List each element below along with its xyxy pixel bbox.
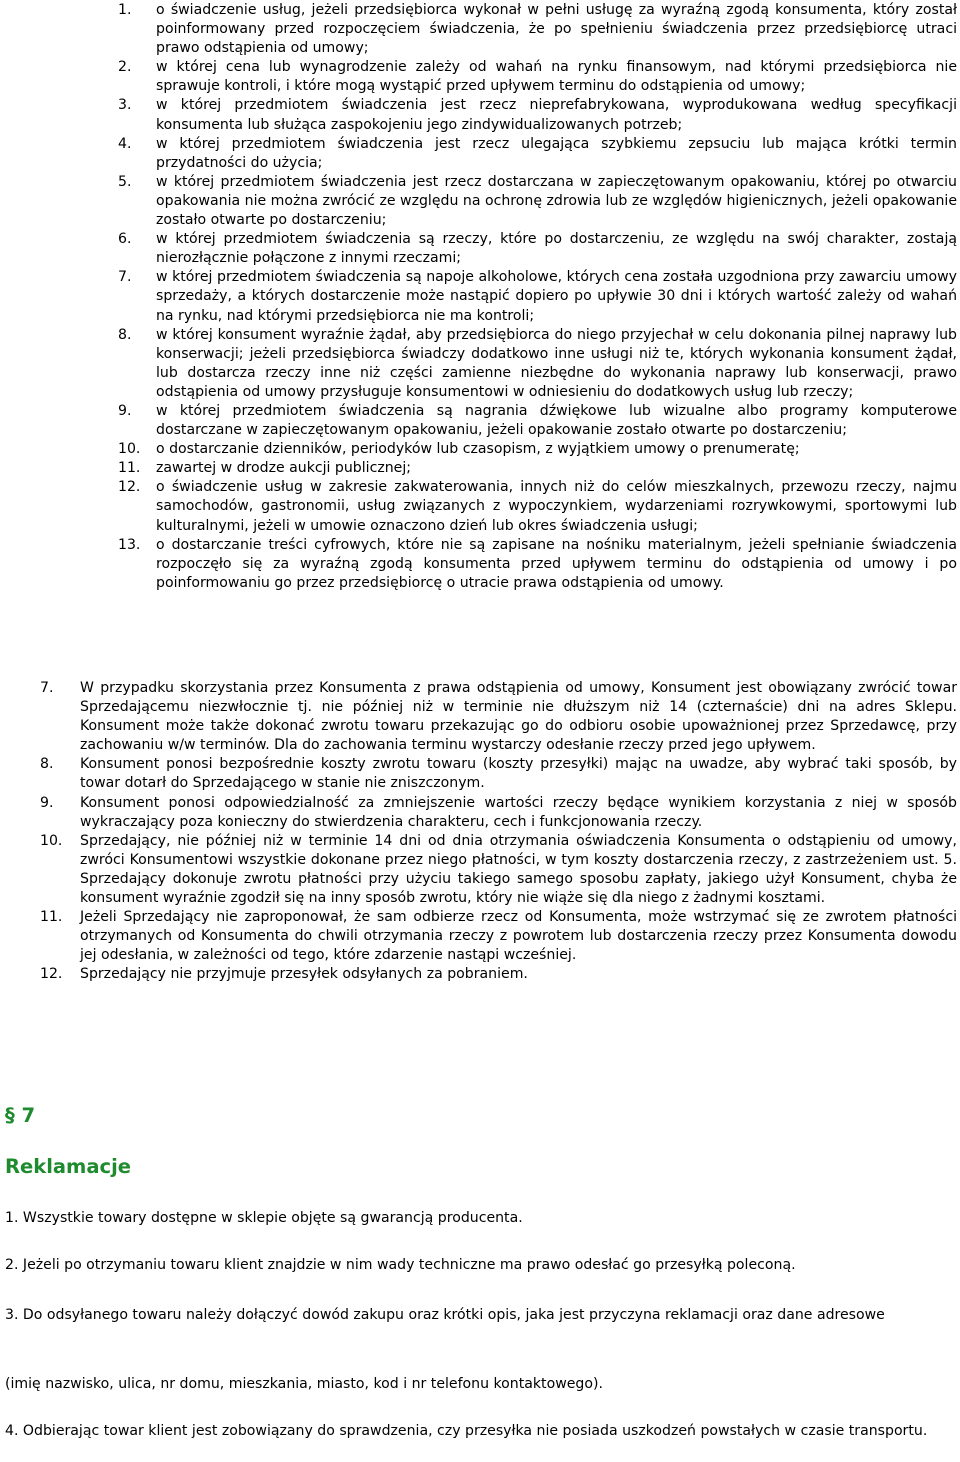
list-item [40,679,957,755]
list-item [40,794,957,832]
list-item [118,536,957,593]
list-item [118,326,957,402]
item-text: o świadczenie usług, jeżeli przedsiębiorca wykonał w pełni usługę za wyraźną zgodą konsumenta, który został poinformowany przed rozpoczęciem świadczenia, że po spełnieniu świadczenia przez przedsiębiorcę utraci prawo odstąpienia od umowy; [156,2,957,57]
list-item [118,173,957,230]
item-number: 7. [40,680,54,696]
item-text: Sprzedający, nie później niż w terminie 14 dni od dnia otrzymania oświadczenia Konsumenta o odstąpieniu od umowy, zwróci Konsumentowi wszystkie dokonane przez niego płatności, w tym koszty dostarczenia rzeczy, z zastrzeżeniem ust. 5. Sprzedający dokonuje zwrotu płatności przy użyciu takiego samego sposobu zapłaty, jakiego użył Konsument, chyba że konsument wyraźnie zgodził się na inny sposób zwrotu, który nie wiąże się dla niego z żadnymi kosztami. [80,832,957,907]
item-text: Konsument ponosi odpowiedzialność za zmniejszenie wartości rzeczy będące wynikiem korzystania z niej w sposób wykraczający poza konieczny do stwierdzenia charakteru, cech i funkcjonowania rzeczy. [80,794,957,830]
list-item [118,230,957,268]
item-number: 8. [118,326,132,343]
item-text: w której przedmiotem świadczenia są rzeczy, które po dostarczeniu, ze względu na swój charakter, zostają nierozłącznie połączone z innymi rzeczami; [156,231,957,267]
item-number: 12. [118,479,141,496]
paragraph: 3. Do odsyłanego towaru należy dołączyć dowód zakupu oraz krótki opis, jaka jest przyczyna reklamacji oraz dane adresowe [5,1307,885,1323]
list-item [118,459,957,478]
list-item [40,908,957,965]
item-text: Sprzedający nie przyjmuje przesyłek odsyłanych za pobraniem. [80,966,528,983]
item-number: 3. [118,97,132,114]
item-text: o dostarczanie dzienników, periodyków lub czasopism, z wyjątkiem umowy o prenumeratę; [156,441,800,458]
list-item [118,440,957,459]
list-item [40,832,957,908]
section-number: § 7 [5,1104,36,1127]
paragraph: 2. Jeżeli po otrzymaniu towaru klient znajdzie w nim wady techniczne ma prawo odesłać go przesyłką poleconą. [5,1257,796,1273]
list-item [40,755,957,793]
item-number: 7. [118,269,132,286]
item-number: 5. [118,173,132,190]
item-number: 13. [118,536,141,553]
item-number: 11. [40,909,63,926]
item-number: 2. [118,59,132,76]
list-item [118,268,957,325]
item-number: 10. [40,832,63,849]
paragraph: (imię nazwisko, ulica, nr domu, mieszkania, miasto, kod i nr telefonu kontaktowego). [5,1376,603,1392]
section-title: Reklamacje [5,1155,131,1178]
paragraph: 1. Wszystkie towary dostępne w sklepie objęte są gwarancją producenta. [5,1210,523,1226]
item-text: o dostarczanie treści cyfrowych, które nie są zapisane na nośniku materialnym, jeżeli spełnianie świadczenia rozpoczęło się za wyraźną zgodą konsumenta przed upływem terminu do odstąpienia od umowy i po poinformowaniu go przez przedsiębiorcę o utracie prawa odstąpienia od umowy. [156,536,957,591]
paragraph: 4. Odbierając towar klient jest zobowiązany do sprawdzenia, czy przesyłka nie posiada uszkodzeń powstałych w czasie transportu. [5,1423,928,1439]
withdrawal-rules-list [40,679,957,985]
item-text: w której przedmiotem świadczenia jest rzecz nieprefabrykowana, wyprodukowana według specyfikacji konsumenta lub służąca zaspokojeniu jego zindywidualizowanych potrzeb; [156,97,957,133]
item-text: Konsument ponosi bezpośrednie koszty zwrotu towaru (koszty przesyłki) mając na uwadze, aby wybrać taki sposób, by towar dotarł do Sprzedającego w stanie nie zniszczonym. [80,756,957,792]
item-text: w której przedmiotem świadczenia jest rzecz ulegająca szybkiemu zepsuciu lub mająca krótki termin przydatności do użycia; [156,135,957,171]
item-number: 10. [118,441,141,458]
list-item [118,478,957,535]
list-item [118,402,957,440]
item-number: 1. [118,2,132,18]
item-text: w której konsument wyraźnie żądał, aby przedsiębiorca do niego przyjechał w celu dokonania pilnej naprawy lub konserwacji; jeżeli przedsiębiorca świadczy dodatkowo inne usługi niż te, których wykonania konsument żądał, lub dostarcza rzeczy inne niż części zamienne niezbędne do wykonania naprawy lub konserwacji, prawo odstąpienia od umowy przysługuje konsumentowi w odniesieniu do dodatkowych usług lub rzeczy; [156,326,957,400]
item-number: 12. [40,966,63,983]
item-text: w której przedmiotem świadczenia są nagrania dźwiękowe lub wizualne albo programy komputerowe dostarczane w zapieczętowanym opakowaniu, jeżeli opakowanie zostało otwarte po dostarczeniu; [156,402,957,439]
item-text: w której cena lub wynagrodzenie zależy od wahań na rynku finansowym, nad którymi przedsiębiorca nie sprawuje kontroli, i które mogą wystąpić przed upływem terminu do odstąpienia od umowy; [156,59,957,95]
list-item [118,96,957,134]
item-text: Jeżeli Sprzedający nie zaproponował, że sam odbierze rzecz od Konsumenta, może wstrzymać się ze zwrotem płatności otrzymanych od Konsumenta do chwili otrzymania rzeczy z powrotem lub dostarczenia rzeczy przez Konsumenta dowodu jej odesłania, w zależności od tego, które zdarzenie nastąpi wcześniej. [80,909,957,964]
item-number: 4. [118,135,132,152]
item-number: 9. [40,794,54,811]
item-number: 11. [118,460,141,477]
item-text: zawartej w drodze aukcji publicznej; [156,460,412,477]
item-text: w której przedmiotem świadczenia są napoje alkoholowe, których cena została uzgodniona przy zawarciu umowy sprzedaży, a których dostarczenie może nastąpić dopiero po upływie 30 dni i których wartość zależy od wahań na rynku, nad którymi przedsiębiorca nie ma kontroli; [156,269,957,324]
item-number: 8. [40,756,54,773]
item-number: 6. [118,231,132,248]
list-item [40,965,957,984]
item-text: o świadczenie usług w zakresie zakwaterowania, innych niż do celów mieszkalnych, przewozu rzeczy, najmu samochodów, gastronomii, usług związanych z wypoczynkiem, wydarzeniami rozrywkowymi, sportowymi lub kulturalnymi, jeżeli w umowie oznaczono dzień lub okres świadczenia usługi; [156,479,957,534]
item-number: 9. [118,402,132,419]
item-text: W przypadku skorzystania przez Konsumenta z prawa odstąpienia od umowy, Konsument jest obowiązany zwrócić towar Sprzedającemu niezwłocznie tj. nie później niż w terminie nie dłuższym niż 14 (czternaście) dni na adres Sklepu. Konsument może także dokonać zwrotu towaru przekazując go do odbioru osobie upoważnionej przez Sprzedawcę, przy zachowaniu w/w terminów. Dla do zachowania terminu wystarczy odesłanie rzeczy przed jego upływem. [80,680,957,754]
list-item [118,1,957,58]
list-item [118,58,957,96]
item-text: w której przedmiotem świadczenia jest rzecz dostarczana w zapieczętowanym opakowaniu, której po otwarciu opakowania nie można zwrócić ze względu na ochronę zdrowia lub ze względów higienicznych, jeżeli opakowanie zostało otwarte po dostarczeniu; [156,173,957,229]
exceptions-list [118,1,957,593]
list-item [118,135,957,173]
